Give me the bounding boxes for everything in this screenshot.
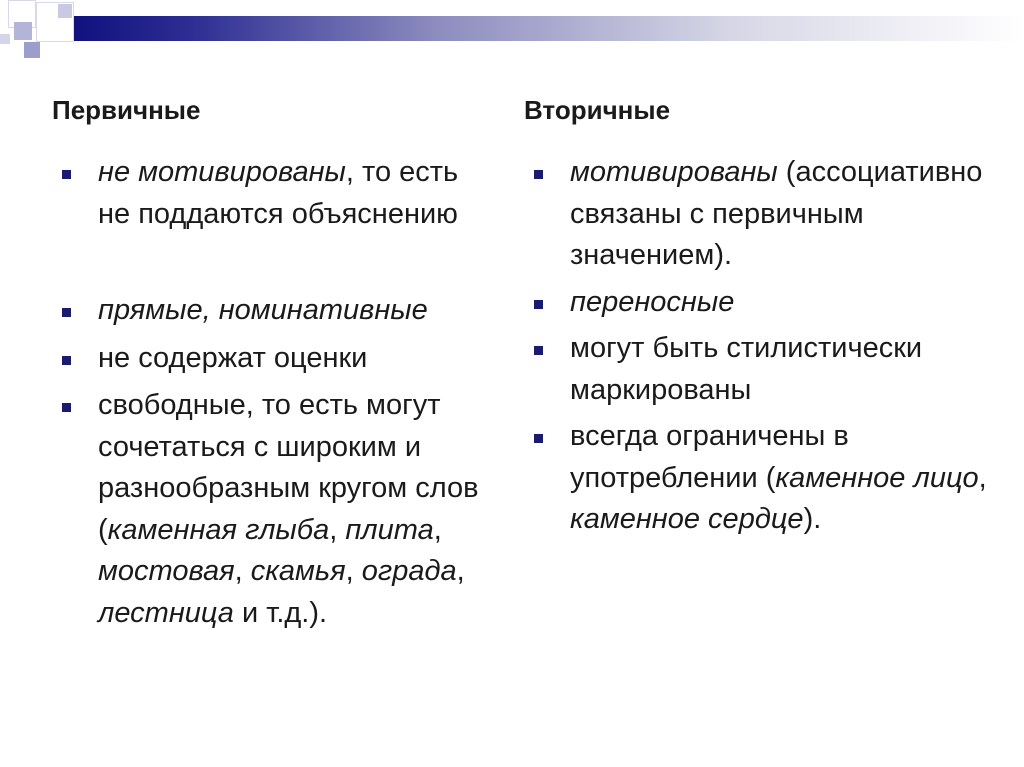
list-item bbox=[52, 152, 497, 235]
square-bullet-icon bbox=[534, 434, 543, 443]
separator: , bbox=[456, 555, 465, 587]
decor-square bbox=[24, 42, 40, 58]
example-text: лестница bbox=[98, 596, 234, 629]
list-item bbox=[524, 328, 994, 411]
decor-square bbox=[14, 22, 32, 40]
item-text: не содержат оценки bbox=[98, 341, 368, 374]
example-text: каменная глыба bbox=[107, 513, 330, 546]
primary-list bbox=[52, 152, 497, 634]
example-text: скамья bbox=[250, 555, 346, 587]
emphasis-text: прямые, номинативные bbox=[98, 294, 428, 326]
square-bullet-icon bbox=[534, 300, 543, 309]
item-text: , то есть не поддаются объяснению bbox=[98, 156, 459, 230]
list-item bbox=[524, 152, 994, 277]
primary-column bbox=[52, 90, 497, 634]
square-bullet-icon bbox=[62, 356, 71, 365]
example-text: ограда bbox=[361, 555, 457, 587]
example-text: плита bbox=[345, 513, 434, 546]
secondary-column bbox=[524, 90, 994, 541]
item-text: и т.д.). bbox=[233, 596, 328, 629]
item-text: (ассоциативно связаны с первичным значением). bbox=[570, 156, 983, 271]
item-text: всегда ограничены в употреблении ( bbox=[570, 420, 849, 494]
separator: , bbox=[234, 555, 251, 587]
square-bullet-icon bbox=[534, 346, 543, 355]
secondary-list bbox=[524, 152, 994, 541]
primary-heading: Первичные bbox=[52, 95, 201, 125]
example-text: каменное сердце bbox=[570, 503, 804, 535]
square-bullet-icon bbox=[62, 170, 71, 179]
separator: , bbox=[345, 555, 362, 587]
square-bullet-icon bbox=[62, 308, 71, 317]
example-text: мостовая bbox=[98, 555, 235, 587]
list-item bbox=[52, 290, 497, 332]
emphasis-text: переносные bbox=[570, 285, 735, 318]
header-gradient-band bbox=[44, 16, 1024, 41]
emphasis-text: не мотивированы bbox=[98, 156, 346, 188]
item-text: могут быть стилистически маркированы bbox=[570, 332, 923, 406]
separator: , bbox=[978, 461, 987, 494]
square-bullet-icon bbox=[62, 403, 71, 412]
secondary-heading: Вторичные bbox=[524, 95, 671, 125]
square-bullet-icon bbox=[534, 170, 543, 179]
item-text: свободные, то есть могут сочетаться с широким и разнообразным кругом слов ( bbox=[98, 389, 479, 546]
list-item bbox=[524, 282, 994, 324]
example-text: каменное лицо bbox=[775, 461, 979, 494]
emphasis-text: мотивированы bbox=[570, 156, 778, 188]
decor-square bbox=[58, 4, 72, 18]
decor-square bbox=[0, 34, 10, 44]
item-text: ). bbox=[803, 503, 822, 535]
separator: , bbox=[329, 513, 346, 546]
separator: , bbox=[433, 513, 442, 546]
list-item bbox=[52, 338, 497, 380]
list-item bbox=[524, 416, 994, 541]
list-item bbox=[52, 385, 497, 634]
